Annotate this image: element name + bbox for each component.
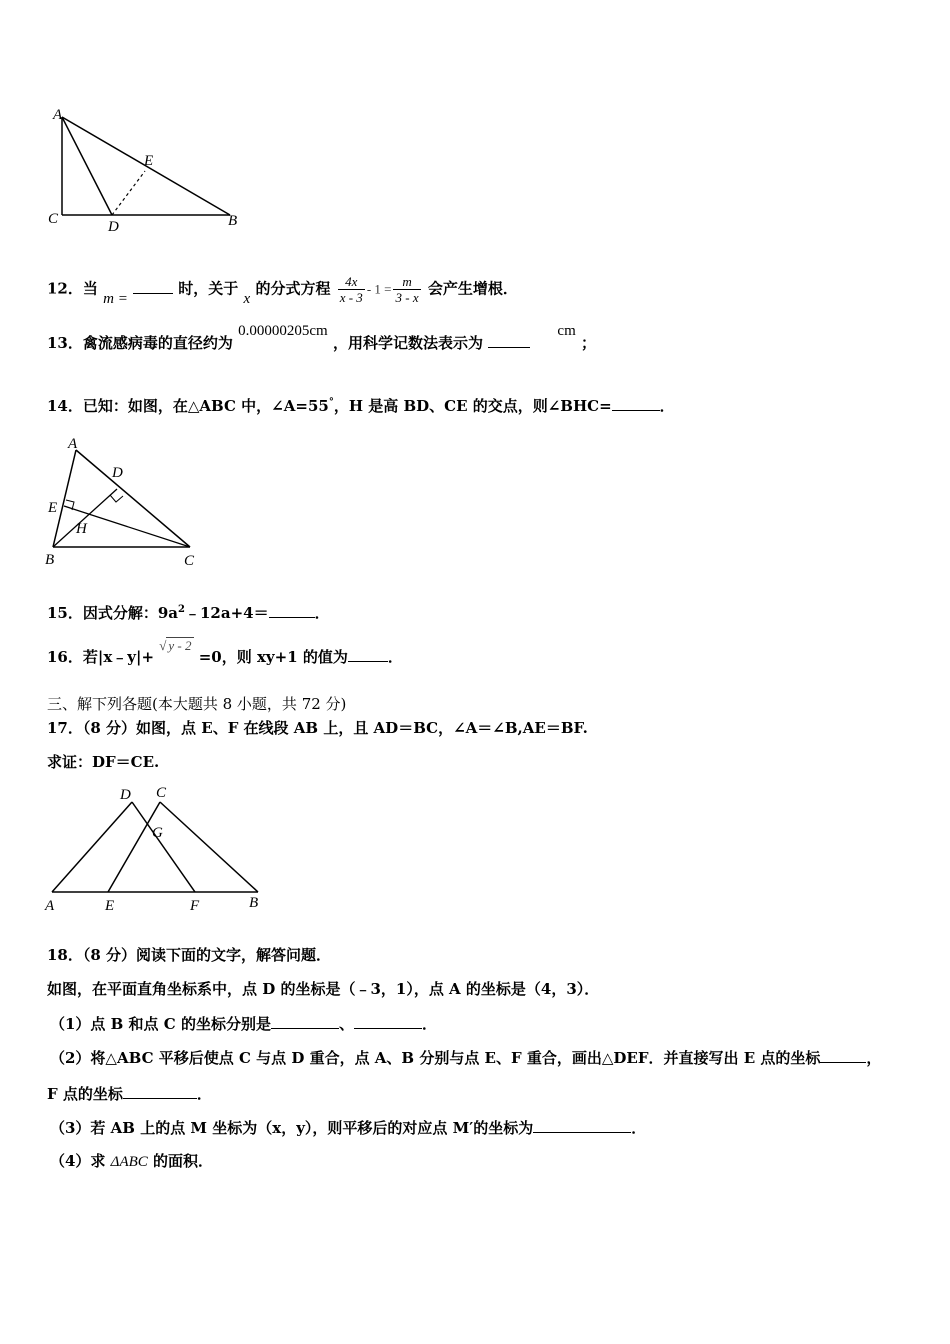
- label-d: D: [108, 219, 119, 235]
- height-bd: [53, 489, 117, 547]
- q12-text2: 的分式方程: [255, 279, 331, 298]
- q13-blank[interactable]: [488, 332, 530, 348]
- q16-text: 16．若|x﹣y|+: [47, 648, 155, 666]
- figure-triangle-acb: [40, 105, 250, 240]
- q16-end: ．: [387, 648, 403, 666]
- q18-p2-text: （2）将△ABC 平移后使点 C 与点 D 重合，点 A、B 分别与点 E、F 重合，画出△DEF．并直接写出 E 点的坐标: [50, 1049, 821, 1067]
- q12-minus-one: - 1 =: [366, 281, 392, 297]
- q12-frac1-denominator: x - 3: [339, 290, 363, 305]
- label-e: E: [144, 153, 154, 169]
- q12-fraction-1: [338, 274, 365, 305]
- q12-frac2-numerator: m: [393, 274, 420, 290]
- segment-ab: [53, 450, 76, 547]
- label-c: C: [48, 211, 59, 227]
- q16-sqrt-content: y - 2: [168, 638, 192, 653]
- label-b: B: [228, 213, 238, 229]
- q12-var-m: m =: [103, 290, 128, 307]
- question-18-part2: [50, 1047, 881, 1068]
- q13-end: ；: [580, 334, 596, 352]
- label-a: A: [68, 436, 78, 452]
- q13-value: 0.00000205cm: [238, 323, 328, 339]
- q18-p1-blank-b[interactable]: [271, 1013, 339, 1029]
- question-16: [47, 638, 403, 668]
- section-3-title: 三、解下列各题(本大题共 8 小题，共 72 分): [47, 695, 347, 713]
- q14-text: 14．已知：如图，在△ABC 中，∠A=55: [47, 397, 329, 415]
- segment-ac: [76, 450, 190, 547]
- label-f: F: [190, 898, 200, 914]
- segment-ad: [52, 802, 132, 892]
- label-e: E: [105, 898, 115, 914]
- q12-blank[interactable]: [133, 278, 173, 294]
- label-a: A: [53, 107, 63, 123]
- q12-frac1-numerator: 4x: [338, 274, 365, 290]
- q14-degree: °: [328, 397, 334, 408]
- label-b: B: [45, 552, 55, 568]
- right-angle-d: [110, 495, 123, 502]
- q18-p3-text: （3）若 AB 上的点 M 坐标为（x，y），则平移后的对应点 M′的坐标为: [50, 1119, 534, 1137]
- q18-p2-blank-f[interactable]: [123, 1083, 197, 1099]
- q15-superscript: 2: [178, 604, 185, 615]
- question-15: [47, 600, 330, 623]
- label-c: C: [156, 785, 167, 801]
- figure-triangle-abc-heights: [40, 432, 210, 572]
- q15-end: ．: [314, 604, 330, 622]
- question-17-line2: 求证：DF＝CE.: [47, 753, 160, 771]
- q14-blank[interactable]: [612, 395, 660, 411]
- q15-text2: ﹣12a+4＝: [185, 604, 269, 622]
- q12-var-x: x: [243, 290, 251, 307]
- q18-p1-text: （1）点 B 和点 C 的坐标分别是: [50, 1015, 271, 1033]
- segment-de-dashed: [112, 171, 145, 215]
- q14-text2: ，H 是高 BD、CE 的交点，则∠BHC=: [333, 397, 612, 415]
- q18-p1-end: ．: [421, 1015, 437, 1033]
- question-14: [47, 393, 675, 416]
- label-e: E: [48, 500, 58, 516]
- q12-frac2-denominator: 3 - x: [395, 290, 419, 305]
- q18-p1-sep: 、: [338, 1015, 354, 1033]
- question-18-part3: [50, 1117, 646, 1138]
- question-12: [47, 274, 518, 305]
- q16-sqrt: √ y - 2: [159, 638, 192, 653]
- label-c: C: [184, 553, 195, 569]
- q18-p4-triangle: ΔABC: [110, 1154, 148, 1170]
- q16-blank[interactable]: [348, 646, 388, 662]
- label-d: D: [112, 465, 123, 481]
- label-b: B: [249, 895, 259, 911]
- question-18-intro: 如图，在平面直角坐标系中，点 D 的坐标是（﹣3，1），点 A 的坐标是（4，3）．: [47, 980, 600, 998]
- q18-p2-end: ．: [196, 1085, 212, 1103]
- q18-p1-blank-c[interactable]: [354, 1013, 422, 1029]
- q14-end: ．: [659, 397, 675, 415]
- question-18-part2-cont: [47, 1083, 212, 1104]
- q18-p2-blank-e[interactable]: [820, 1047, 866, 1063]
- figure-two-triangles: [40, 782, 275, 917]
- label-a: A: [45, 898, 55, 914]
- question-18-part1: [50, 1013, 437, 1034]
- label-d: D: [120, 787, 131, 803]
- segment-ec: [108, 802, 160, 892]
- q18-p4-text: （4）求: [50, 1152, 106, 1170]
- q13-unit: cm: [557, 323, 576, 339]
- q12-number: 12．当: [47, 279, 98, 298]
- label-h: H: [76, 521, 87, 537]
- q18-p2-comma: ，: [866, 1049, 882, 1067]
- q15-text: 15．因式分解：9a: [47, 604, 179, 622]
- q18-p4-end: 的面积．: [153, 1152, 214, 1170]
- question-18-title: 18．（8 分）阅读下面的文字，解答问题．: [47, 946, 332, 964]
- q18-p2-f-text: F 点的坐标: [47, 1085, 123, 1103]
- q13-text1: ，用科学记数法表示为: [332, 334, 483, 352]
- q15-blank[interactable]: [269, 602, 315, 618]
- q13-number: 13．禽流感病毒的直径约为: [47, 334, 233, 352]
- q18-p3-blank[interactable]: [533, 1117, 631, 1133]
- label-g: G: [152, 825, 163, 841]
- segment-cb: [160, 802, 258, 892]
- q12-text1: 时，关于: [178, 279, 239, 298]
- question-13: [47, 323, 596, 354]
- question-18-part4: [50, 1151, 213, 1172]
- question-17-line1: 17．（8 分）如图，点 E、F 在线段 AB 上，且 AD＝BC，∠A＝∠B,AE＝BF.: [47, 719, 588, 737]
- q12-fraction-2: [393, 274, 420, 305]
- q12-text3: 会产生增根．: [427, 279, 518, 298]
- q18-p3-end: ．: [631, 1119, 647, 1137]
- segment-df: [132, 802, 195, 892]
- q16-text2: =0，则 xy+1 的值为: [198, 648, 348, 666]
